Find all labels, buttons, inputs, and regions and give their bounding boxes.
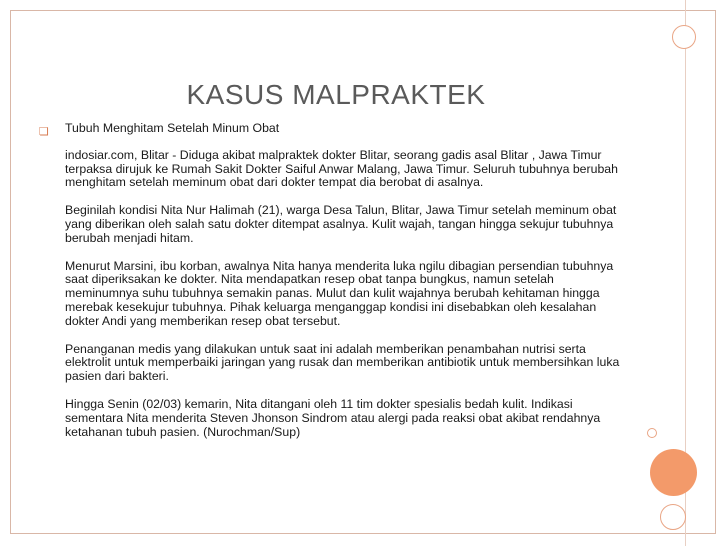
- paragraph: Beginilah kondisi Nita Nur Halimah (21), warga Desa Talun, Blitar, Jawa Timur setelah meminum obat yang diberikan oleh salah satu dokter ditempat asalnya. Kulit wajah, tangan hingga sekujur tubuhnya berubah menjadi hitam.: [65, 203, 617, 245]
- slide-title: KASUS MALPRAKTEK: [186, 79, 486, 110]
- decorative-small-circle-icon: [647, 428, 657, 438]
- paragraph: Menurut Marsini, ibu korban, awalnya Nita hanya menderita luka ngilu dibagian persendian tubuhnya saat diperiksakan ke dokter. Nita mendapatkan resep obat tanpa bungkus, namun setelah meminumnya suhu tubuhnya semakin panas. Mulut dan kulit wajahnya berubah kehitaman hingga merebak kesekujur tubuhnya. Pihak keluarga menganggap kondisi ini disebabkan oleh kesalahan dokter Andi yang memberikan resep obat tersebut.: [65, 258, 614, 328]
- bullet-heading: Tubuh Menghitam Setelah Minum Obat: [65, 121, 280, 135]
- open-square-bullet-icon: ❏: [39, 126, 49, 138]
- paragraph: indosiar.com, Blitar - Diduga akibat malpraktek dokter Blitar, seorang gadis asal Blitar , Jawa Timur terpaksa dirujuk ke Rumah Sakit Dokter Saiful Anwar Malang, Jawa Timur. Seluruh tubuhnya berubah menghitam setelah meminum obat dari dokter tempat dia berobat di asalnya.: [65, 147, 618, 190]
- decorative-outline-circle-icon: [660, 504, 686, 530]
- decorative-circle-icon: [672, 25, 696, 49]
- decorative-filled-circle-icon: [650, 449, 697, 496]
- paragraph: Penanganan medis yang dilakukan untuk saat ini adalah memberikan penambahan nutrisi serta elektrolit untuk memperbaiki jaringan yang rusak dan memberikan antibiotik untuk membersihkan luka pasien dari bakteri.: [65, 341, 620, 384]
- paragraph: Hingga Senin (02/03) kemarin, Nita ditangani oleh 11 tim dokter spesialis bedah kulit. Indikasi sementara Nita menderita Steven Jhonson Sindrom atau alergi pada reaksi obat akibat rendahnya ketahanan tubuh pasien. (Nurochman/Sup): [65, 396, 601, 439]
- slide-body: [65, 122, 625, 453]
